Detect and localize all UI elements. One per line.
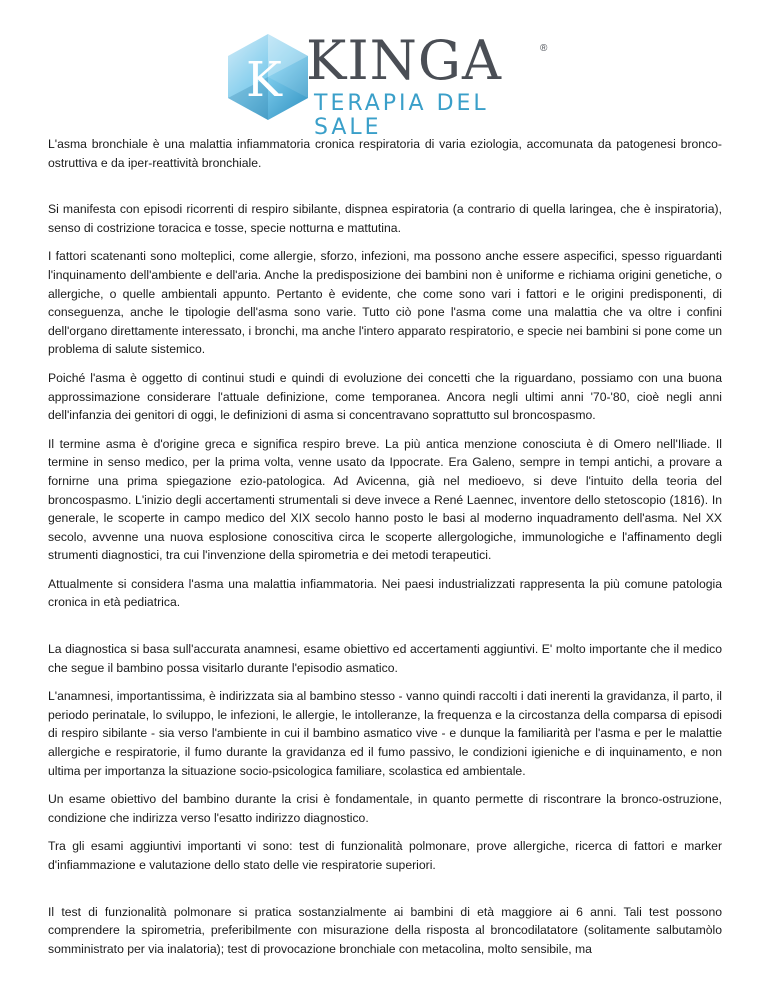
paragraph: L'anamnesi, importantissima, è indirizzata sia al bambino stesso - vanno quindi raccolti i dati inerenti la gravidanza, il parto, il periodo perinatale, lo sviluppo, le infezioni, le allergie, le intolleranze, la frequenza e la circostanza della comparsa di episodi di respiro sibilante - sia verso l'ambiente in cui il bambino asmatico vive - e dunque la familiarità per l'asma e per le malattie allergiche e respiratorie, il fumo durante la gravidanza ed il fumo passivo, le condizioni igieniche e di inquinamento, e non ultima per importanza la situazione socio-psicologica familiare, scolastica ed ambientale.: [48, 689, 722, 778]
paragraph: Il termine asma è d'origine greca e significa respiro breve. La più antica menzione conosciuta è di Omero nell'Iliade. Il termine in senso medico, per la prima volta, venne usato da Ippocrate. Era Galeno, sempre in tempi antichi, a provare a fornirne una prima spiegazione ezio-patologica. Ad Avicenna, già nel medioevo, si deve l'intuito della teoria del broncospasmo. L'inizio degli accertamenti strumentali si deve invece a René Laennec, inventore dello stetoscopio (1816). In generale, le scoperte in campo medico del XIX secolo hanno posto le basi al moderno inquadramento dell'asma. Nel XX secolo, avvenne una nuova esplosione conoscitiva circa le scoperte allergologiche, immunologiche e l'affinamento degli strumenti diagnostici, tra cui l'invenzione della spirometria e dei metodi terapeutici.: [48, 436, 722, 563]
paragraph: Il test di funzionalità polmonare si pratica sostanzialmente ai bambini di età maggiore ai 6 anni. Tali test possono comprendere la spirometria, preferibilmente con misurazione della risposta al broncodilatatore (solitamente salbutamòlo somministrato per via inalatoria); test di provocazione bronchiale con metacolina, molto sensibile, ma: [48, 904, 722, 956]
paragraph: Poiché l'asma è oggetto di continui studi e quindi di evoluzione dei concetti che la riguardano, possiamo con una buona approssimazione considerare l'attuale definizione, come temporanea. Ancora negli ultimi anni '70-'80, cioè negli anni dell'infanzia dei genitori di oggi, le definizioni di asma si concentravano soprattutto sul broncospasmo.: [48, 370, 722, 423]
brand-tagline: TERAPIA DEL SALE: [314, 91, 489, 140]
article-body: [48, 135, 722, 968]
logo-mark-letter: K: [246, 52, 282, 108]
paragraph: I fattori scatenanti sono molteplici, come allergie, sforzo, infezioni, ma possono anche essere aspecifici, spesso riguardanti l'inquinamento dell'ambiente e dell'aria. Anche la predisposizione dei bambini non è uniforme e richiama origini genetiche, o allergiche, o quelle ambientali appunto. Pertanto è evidente, che come sono vari i fattori e le origini predisponenti, di conseguenza, anche le tipologie dell'asma sono varie. Tutto ciò pone l'asma come una malattia che va oltre i confini dell'organo direttamente interessato, i bronchi, ma anche l'intero apparato respiratorio, e specie nei bambini si pone come un problema di salute sistemico.: [48, 249, 722, 357]
paragraph: Un esame obiettivo del bambino durante la crisi è fondamentale, in quanto permette di riscontrare la bronco-ostruzione, condizione che indirizza verso l'esatto indirizzo diagnostico.: [48, 792, 722, 825]
paragraph: L'asma bronchiale è una malattia infiammatoria cronica respiratoria di varia eziologia, accomunata da patogenesi bronco-ostruttiva e da iper-reattività bronchiale.: [48, 137, 722, 170]
paragraph: Si manifesta con episodi ricorrenti di respiro sibilante, dispnea espiratoria (a contrario di quella laringea, che è inspiratoria), senso di costrizione toracica e tosse, specie notturna e mattutina.: [48, 202, 722, 235]
registered-mark: ®: [540, 43, 548, 54]
kinga-hexagon-logo-icon: [222, 32, 314, 122]
paragraph: La diagnostica si basa sull'accurata anamnesi, esame obiettivo ed accertamenti aggiuntivi. E' molto importante che il medico che segue il bambino possa visitarlo durante l'episodio asmatico.: [48, 642, 722, 675]
paragraph: Tra gli esami aggiuntivi importanti vi sono: test di funzionalità polmonare, prove allergiche, ricerca di fattori e marker d'infiammazione e valutazione dello stato delle vie respiratorie superiori.: [48, 839, 722, 872]
kinga-logo: [222, 29, 552, 140]
brand-wordmark: KINGA: [306, 29, 503, 92]
paragraph: Attualmente si considera l'asma una malattia infiammatoria. Nei paesi industrializzati rappresenta la più comune patologia cronica in età pediatrica.: [48, 576, 722, 610]
